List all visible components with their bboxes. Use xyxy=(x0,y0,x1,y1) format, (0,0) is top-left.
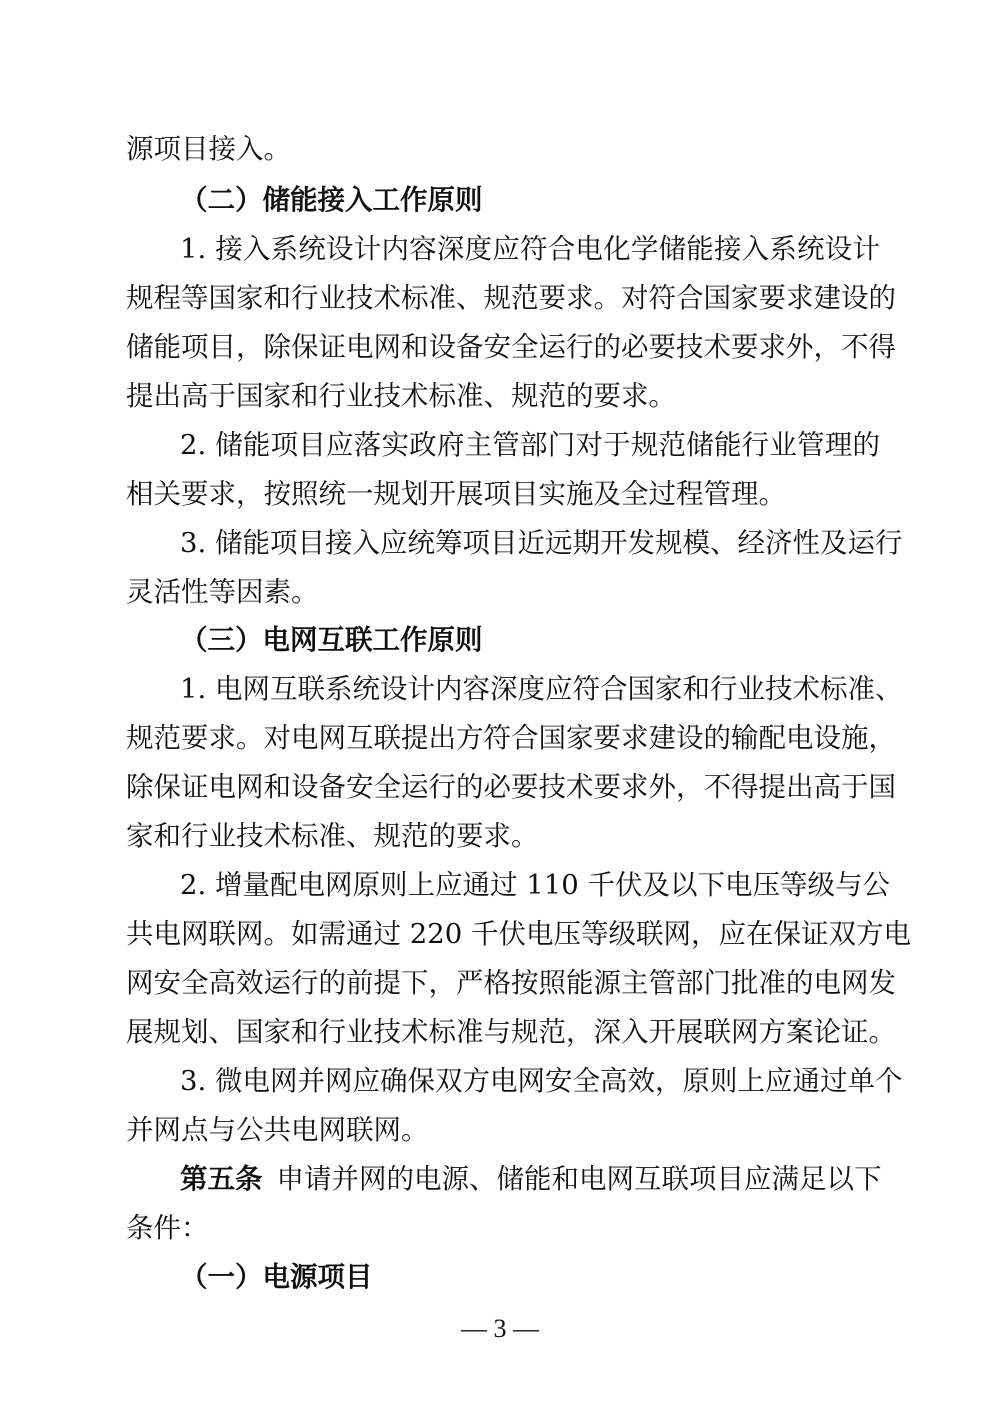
paragraph-line: 2. 增量配电网原则上应通过 110 千伏及以下电压等级与公 xyxy=(180,869,890,901)
paragraph-line: 源项目接入。 xyxy=(126,133,291,165)
section-heading: （一）电源项目 xyxy=(180,1261,373,1293)
paragraph-line: 并网点与公共电网联网。 xyxy=(126,1114,429,1146)
paragraph-line: 3. 微电网并网应确保双方电网安全高效，原则上应通过单个 xyxy=(180,1065,903,1097)
paragraph-line: 除保证电网和设备安全运行的必要技术要求外，不得提出高于国 xyxy=(126,771,896,803)
paragraph-line: 规程等国家和行业技术标准、规范要求。对符合国家要求建设的 xyxy=(126,282,896,314)
paragraph-line: 1. 电网互联系统设计内容深度应符合国家和行业技术标准、 xyxy=(180,673,903,705)
paragraph-line: 家和行业技术标准、规范的要求。 xyxy=(126,820,539,852)
paragraph-line: 网安全高效运行的前提下，严格按照能源主管部门批准的电网发 xyxy=(126,967,896,999)
paragraph-line: 储能项目，除保证电网和设备安全运行的必要技术要求外，不得 xyxy=(126,331,896,363)
paragraph-line: 相关要求，按照统一规划开展项目实施及全过程管理。 xyxy=(126,478,786,510)
paragraph-line: 共电网联网。如需通过 220 千伏电压等级联网，应在保证双方电 xyxy=(126,918,911,950)
paragraph-line: 展规划、国家和行业技术标准与规范，深入开展联网方案论证。 xyxy=(126,1016,896,1048)
article-text: 申请并网的电源、储能和电网互联项目应满足以下 xyxy=(276,1163,882,1195)
paragraph-line: 1. 接入系统设计内容深度应符合电化学储能接入系统设计 xyxy=(180,233,880,265)
paragraph-line: 2. 储能项目应落实政府主管部门对于规范储能行业管理的 xyxy=(180,429,880,461)
paragraph-line: 3. 储能项目接入应统筹项目近远期开发规模、经济性及运行 xyxy=(180,527,903,559)
paragraph-line: 提出高于国家和行业技术标准、规范的要求。 xyxy=(126,380,676,412)
page-number: — 3 — xyxy=(461,1314,539,1343)
paragraph-line: 规范要求。对电网互联提出方符合国家要求建设的输配电设施， xyxy=(126,722,896,754)
section-heading: （三）电网互联工作原则 xyxy=(180,624,483,656)
section-heading: （二）储能接入工作原则 xyxy=(180,184,483,216)
paragraph-line: 灵活性等因素。 xyxy=(126,576,319,608)
article-line xyxy=(180,1157,880,1201)
article-label: 第五条 xyxy=(180,1163,263,1195)
paragraph-line: 条件： xyxy=(126,1212,209,1244)
